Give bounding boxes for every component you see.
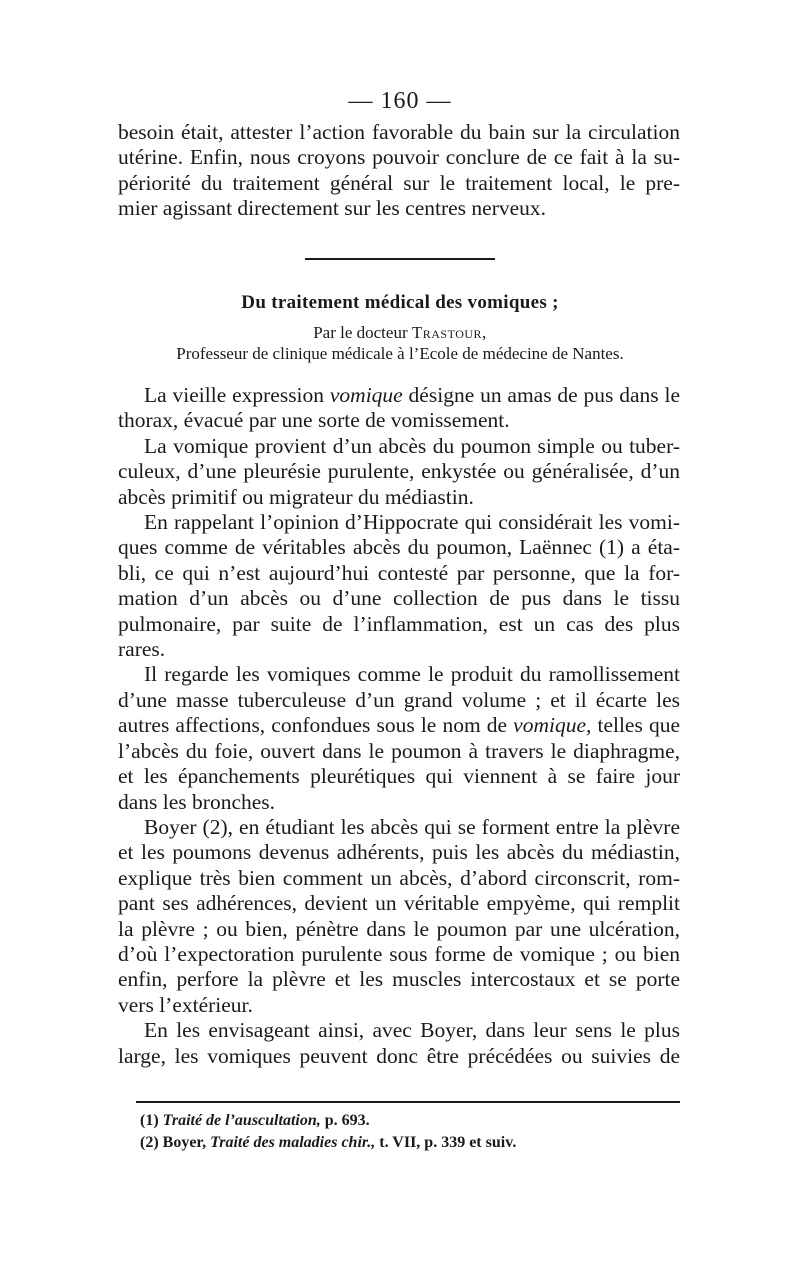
text-line: explique très bien comment un abcès, d’abord circonscrit, rom- xyxy=(118,865,680,890)
text-line: d’une masse tuberculeuse d’un grand volume ; et il écarte les xyxy=(118,687,680,712)
text-line: dans les bronches. xyxy=(118,789,276,814)
author-affiliation: Professeur de clinique médicale à l’Ecole de médecine de Nantes. xyxy=(176,344,624,363)
text-line: enfin, perfore la plèvre et les muscles intercostaux et se porte xyxy=(118,967,680,992)
text-line: abcès primitif ou migrateur du médiastin. xyxy=(118,484,474,509)
text-line: mier agissant directement sur les centres nerveux. xyxy=(118,196,547,221)
text-line: En les envisageant ainsi, avec Boyer, dans leur sens le plus xyxy=(144,1018,680,1043)
text-line: culeux, d’une pleurésie purulente, enkystée ou généralisée, d’un xyxy=(118,459,680,484)
text-line: La vieille expression vomique désigne un amas de pus dans le xyxy=(144,383,681,407)
text-line: autres affections, confondues sous le nom de vomique, telles que xyxy=(118,713,680,738)
footnotes xyxy=(140,1110,680,1154)
text-line: d’où l’expectoration purulente sous forme de vomique ; ou bien xyxy=(118,941,680,966)
text-line: En rappelant l’opinion d’Hippocrate qui considérait les vomi- xyxy=(144,510,680,535)
article-body xyxy=(118,383,680,1069)
text-line: et les épanchements pleurétiques qui viennent à se faire jour xyxy=(118,764,680,789)
page-number: — 160 — xyxy=(348,88,452,114)
text-line: pulmonaire, par suite de l’inflammation, est un cas des plus xyxy=(118,611,680,636)
text-line: ques comme de véritables abcès du poumon, Laënnec (1) a éta- xyxy=(118,535,680,560)
text-line: vers l’extérieur. xyxy=(118,992,253,1017)
text-line: besoin était, attester l’action favorable du bain sur la circulation xyxy=(118,120,680,144)
text-line: thorax, évacué par une sorte de vomissement. xyxy=(118,408,510,433)
text-line: l’abcès du foie, ouvert dans le poumon à travers le diaphragme, xyxy=(118,738,680,763)
text-line: la plèvre ; ou bien, pénètre dans le poumon par une ulcération, xyxy=(118,916,680,941)
author-name: Trastour, xyxy=(411,323,487,342)
text-line: large, les vomiques peuvent donc être précédées ou suivies de xyxy=(118,1043,680,1068)
article-heading: Du traitement médical des vomiques ; xyxy=(241,292,559,313)
text-line: Boyer (2), en étudiant les abcès qui se forment entre la plèvre xyxy=(144,814,680,839)
text-line: rares. xyxy=(118,637,166,662)
section-divider xyxy=(305,258,495,260)
footnote-divider xyxy=(136,1101,680,1103)
footnote-2: (2) Boyer, Traité des maladies chir., t. VII, p. 339 et suiv. xyxy=(140,1134,517,1151)
text-line: utérine. Enfin, nous croyons pouvoir conclure de ce fait à la su- xyxy=(118,145,680,170)
text-line: périorité du traitement général sur le traitement local, le pre- xyxy=(118,170,680,195)
text-line: mation d’un abcès ou d’une collection de pus dans le tissu xyxy=(118,586,680,611)
text-line: La vomique provient d’un abcès du poumon simple ou tuber- xyxy=(144,433,680,458)
text-line: bli, ce qui n’est aujourd’hui contesté par personne, que la for- xyxy=(118,560,680,585)
text-line: et les poumons devenus adhérents, puis les abcès du médiastin, xyxy=(118,840,680,865)
text-line: Il regarde les vomiques comme le produit du ramollissement xyxy=(144,662,680,687)
text-line: pant ses adhérences, devient un véritable empyème, qui remplit xyxy=(118,891,680,916)
footnote-1: (1) Traité de l’auscultation, p. 693. xyxy=(140,1112,370,1129)
intro-paragraph xyxy=(118,120,680,222)
byline xyxy=(0,322,800,364)
byline-prefix: Par le docteur xyxy=(313,323,412,342)
